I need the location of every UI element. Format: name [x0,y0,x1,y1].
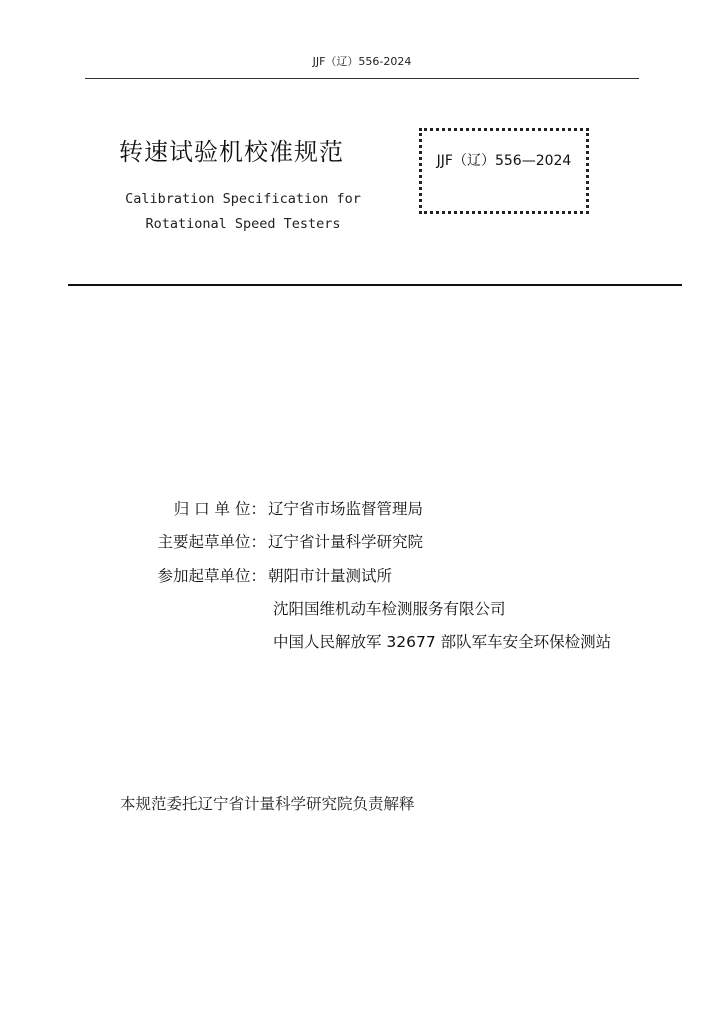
title-divider [68,284,682,286]
responsible-unit-label: 归 口 单 位： [173,500,266,518]
main-drafter-label: 主要起草单位： [157,533,266,551]
title-english-line-2: Rotational Speed Testers [145,216,341,232]
participant-3: 中国人民解放军 32677 部队军车安全环保检测站 [273,633,612,651]
title-english-line-1: Calibration Specification for [125,191,361,207]
header-document-code: JJF（辽）556-2024 [312,55,412,68]
specification-code: JJF（辽）556—2024 [436,153,572,169]
specification-code-box [419,128,589,214]
interpretation-note: 本规范委托辽宁省计量科学研究院负责解释 [120,795,415,813]
document-title-chinese: 转速试验机校准规范 [119,138,344,166]
main-drafter-value: 辽宁省计量科学研究院 [268,533,424,551]
responsible-unit-value: 辽宁省市场监督管理局 [268,500,424,518]
participant-1: 朝阳市计量测试所 [268,567,393,585]
document-title-english [116,187,370,237]
participants-label: 参加起草单位： [157,567,266,585]
header-divider [85,78,639,79]
participant-2: 沈阳国维机动车检测服务有限公司 [273,600,506,618]
